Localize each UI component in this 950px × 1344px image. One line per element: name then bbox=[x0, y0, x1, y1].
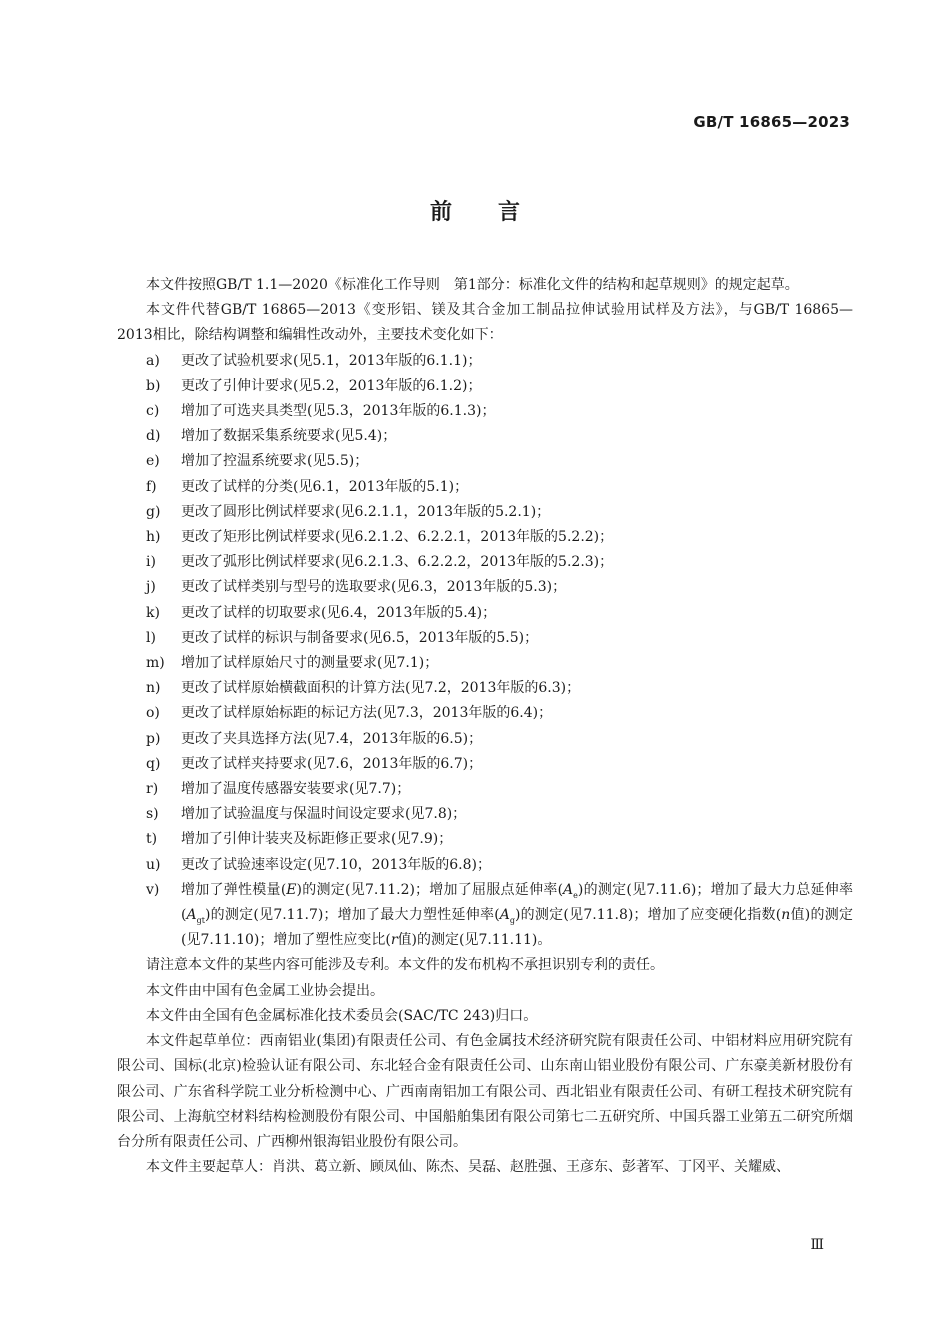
list-item bbox=[117, 752, 853, 777]
drafting-units: 本文件起草单位：西南铝业(集团)有限责任公司、有色金属技术经济研究院有限责任公司、中铝材料应用研究院有限公司、国标(北京)检验认证有限公司、东北轻合金有限责任公司、山东南山铝业股份有限公司、广东豪美新材股份有限公司、广东省科学院工业分析检测中心、广西南南铝加工有限公司、西北铝业有限责任公司、有研工程技术研究院有限公司、上海航空材料结构检测股份有限公司、中国船舶集团有限公司第七二五研究所、中国兵器工业第五二研究所烟台分所有限责任公司、广西柳州银海铝业股份有限公司。 bbox=[117, 1033, 853, 1150]
list-item-label: e) bbox=[146, 453, 160, 470]
committee-statement: 本文件由全国有色金属标准化技术委员会(SAC/TC 243)归口。 bbox=[146, 1007, 538, 1024]
intro-paragraph-2: 本文件代替GB/T 16865—2013《变形铝、镁及其合金加工制品拉伸试验用试样及方法》，与GB/T 16865—2013相比，除结构调整和编辑性改动外，主要技术变化如下： bbox=[117, 302, 853, 344]
list-item-label: s) bbox=[146, 806, 159, 823]
list-item-text: 增加了数据采集系统要求(见5.4)； bbox=[181, 428, 397, 445]
list-item bbox=[117, 374, 853, 399]
list-item-label: k) bbox=[146, 604, 160, 621]
symbol-n: n bbox=[781, 907, 791, 924]
list-item-v bbox=[117, 878, 853, 954]
page-title: 前言 bbox=[429, 200, 566, 225]
list-item-text: 更改了夹具选择方法(见7.4，2013年版的6.5)； bbox=[181, 730, 483, 747]
list-item-label: f) bbox=[146, 478, 157, 495]
list-item-text: 增加了温度传感器安装要求(见7.7)； bbox=[181, 781, 411, 798]
list-item-label: l) bbox=[146, 629, 156, 646]
list-item-label: q) bbox=[146, 755, 161, 772]
list-item bbox=[117, 651, 853, 676]
list-item-label: i) bbox=[146, 554, 156, 571]
list-item-label: m) bbox=[146, 655, 165, 672]
symbol-Agt: A bbox=[186, 907, 197, 924]
list-item-text: 更改了引伸计要求(见5.2，2013年版的6.1.2)； bbox=[181, 377, 482, 394]
list-item bbox=[117, 727, 853, 752]
change-list bbox=[117, 349, 853, 878]
list-item bbox=[117, 349, 853, 374]
list-item bbox=[117, 575, 853, 600]
list-item-text: 更改了试样原始标距的标记方法(见7.3，2013年版的6.4)； bbox=[181, 705, 553, 722]
list-item-label: h) bbox=[146, 529, 161, 546]
intro-paragraph-1: 本文件按照GB/T 1.1—2020《标准化工作导则 第1部分：标准化文件的结构和起草规则》的规定起草。 bbox=[146, 277, 799, 293]
list-item bbox=[117, 525, 853, 550]
list-item-text: 更改了试样类别与型号的选取要求(见6.3，2013年版的5.3)； bbox=[181, 579, 567, 596]
list-item-label: u) bbox=[146, 856, 161, 873]
symbol-E: E bbox=[286, 881, 297, 898]
list-item bbox=[117, 424, 853, 449]
standard-code: GB/T 16865—2023 bbox=[693, 113, 850, 131]
list-item-label: j) bbox=[146, 579, 156, 596]
patent-notice: 请注意本文件的某些内容可能涉及专利。本文件的发布机构不承担识别专利的责任。 bbox=[146, 957, 664, 974]
list-item-text: 增加了试验温度与保温时间设定要求(见7.8)； bbox=[181, 806, 467, 823]
foreword-body bbox=[117, 273, 853, 1180]
symbol-r: r bbox=[390, 932, 398, 949]
list-item bbox=[117, 399, 853, 424]
symbol-Ag: A bbox=[499, 907, 510, 924]
list-item bbox=[117, 550, 853, 575]
symbol-Ae: A bbox=[563, 881, 574, 898]
list-item bbox=[117, 802, 853, 827]
list-item-text: 更改了试样夹持要求(见7.6，2013年版的6.7)； bbox=[181, 755, 483, 772]
main-drafters: 本文件主要起草人：肖洪、葛立新、顾凤仙、陈杰、吴磊、赵胜强、王彦东、彭著军、丁冈平、关耀威、 bbox=[146, 1159, 790, 1176]
list-item-label: t) bbox=[146, 831, 158, 848]
list-item-label: p) bbox=[146, 730, 161, 747]
page-number: Ⅲ bbox=[810, 1237, 824, 1253]
list-item-label: c) bbox=[146, 403, 160, 420]
list-item-text: 增加了试样原始尺寸的测量要求(见7.1)； bbox=[181, 655, 439, 672]
list-item-label: b) bbox=[146, 377, 161, 394]
list-item bbox=[117, 853, 853, 878]
list-item-text: 增加了引伸计装夹及标距修正要求(见7.9)； bbox=[181, 831, 453, 848]
proposer-statement: 本文件由中国有色金属工业协会提出。 bbox=[146, 982, 384, 999]
list-item-label: r) bbox=[146, 781, 159, 798]
symbol-Agt-sub: gt bbox=[196, 915, 205, 925]
list-item-label: a) bbox=[146, 352, 160, 369]
list-item bbox=[117, 626, 853, 651]
list-item bbox=[117, 827, 853, 852]
list-item-text: 更改了试样的切取要求(见6.4，2013年版的5.4)； bbox=[181, 604, 497, 621]
list-item-text: 增加了控温系统要求(见5.5)； bbox=[181, 453, 369, 470]
list-item-text: 更改了试样的标识与制备要求(见6.5，2013年版的5.5)； bbox=[181, 629, 539, 646]
list-item-label: g) bbox=[146, 503, 161, 520]
list-item-label: v) bbox=[146, 881, 160, 898]
list-item-text: 更改了试验机要求(见5.1，2013年版的6.1.1)； bbox=[181, 352, 482, 369]
list-item bbox=[117, 676, 853, 701]
symbol-Ag-sub: g bbox=[509, 915, 515, 925]
list-item-text: 增加了可选夹具类型(见5.3，2013年版的6.1.3)； bbox=[181, 403, 496, 420]
list-item-text: 更改了矩形比例试样要求(见6.2.1.2、6.2.2.1，2013年版的5.2.2)； bbox=[181, 529, 614, 546]
list-item-label: n) bbox=[146, 680, 161, 697]
list-item-text: 更改了试样的分类(见6.1，2013年版的5.1)； bbox=[181, 478, 469, 495]
list-item-text: 更改了圆形比例试样要求(见6.2.1.1，2013年版的5.2.1)； bbox=[181, 503, 551, 520]
symbol-Ae-sub: e bbox=[573, 890, 578, 900]
list-item-label: d) bbox=[146, 428, 161, 445]
list-item-text: 更改了弧形比例试样要求(见6.2.1.3、6.2.2.2，2013年版的5.2.3)； bbox=[181, 554, 614, 571]
list-item-text: 更改了试样原始横截面积的计算方法(见7.2，2013年版的6.3)； bbox=[181, 680, 581, 697]
list-item-label: o) bbox=[146, 705, 160, 722]
list-item-text: 更改了试验速率设定(见7.10，2013年版的6.8)； bbox=[181, 856, 491, 873]
list-item bbox=[117, 449, 853, 474]
list-item bbox=[117, 601, 853, 626]
list-item bbox=[117, 777, 853, 802]
list-item bbox=[117, 475, 853, 500]
list-item bbox=[117, 701, 853, 726]
list-item bbox=[117, 500, 853, 525]
item-v-text: 增加了弹性模量(E)的测定(见7.11.2)；增加了屈服点延伸率$(A_e)$的测定(见7.11.6)；增加了最大力总延伸率$(A_{gt})$的测定(见7.11.7)；增加了最大力塑性延伸率$(A_g)$的测定(见7.11.8)；增加了应变硬化指数(n值)的测定(见7.11.10)；增加了塑性应变比(r值)的测定(见7.11.11)。 bbox=[181, 881, 853, 949]
